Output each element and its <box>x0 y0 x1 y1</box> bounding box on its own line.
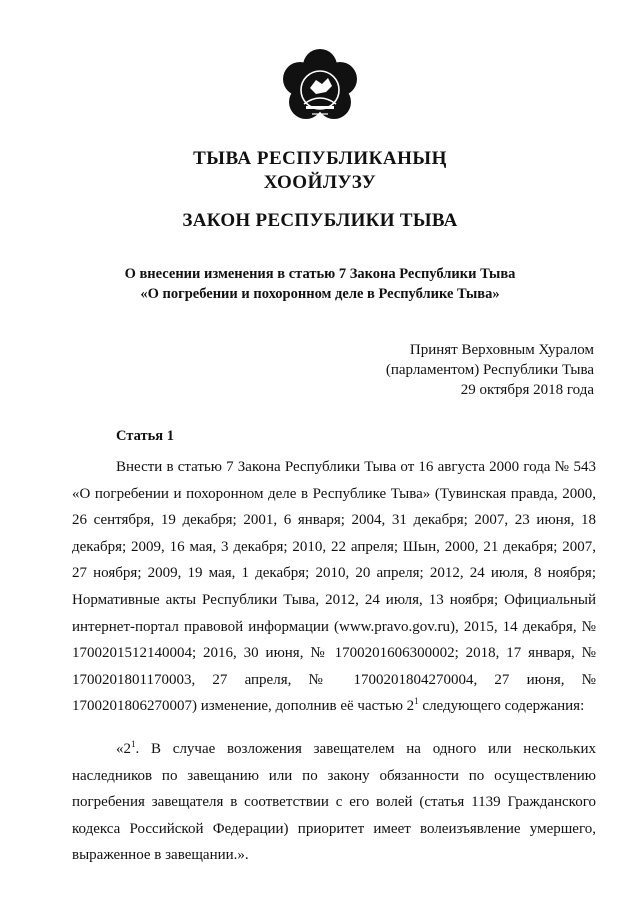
paragraph-2-text: . В случае возложения завещателем на одного или нескольких наследников по завещанию или по закону обязанности по осуществлению погребения завещателя в соответствии с его волей (статья 1139 Гражданского кодекса Российской Федерации) приоритет имеет волеизъявление умершего, выраженное в завещании.». <box>72 741 596 864</box>
paragraph-2-superscript: 1 <box>131 739 136 749</box>
article-title: Статья 1 <box>116 428 174 444</box>
tuvan-title-line2: ХООЙЛУЗУ <box>263 172 377 193</box>
adopted-line1: Принят Верховным Хуралом <box>409 342 594 358</box>
paragraph-1-text: Внести в статью 7 Закона Республики Тыва от 16 августа 2000 года № 543 «О погребении и похоронном деле в Республике Тыва» (Тувинская правда, 2000, 26 сентября, 19 декабря; 2001, 6 января; 2004, 31 декабря; 2007, 23 июня, 18 декабря; 2009, 16 мая, 3 декабря; 2010, 22 апреля; Шын, 2000, 21 декабря; 2007, 27 ноября; 2009, 19 мая, 1 декабря; 2010, 20 апреля; 2012, 24 июля, 8 ноября; Нормативные акты Республики Тыва, 2012, 24 июля, 13 ноября; Официальный интернет-портал правовой информации (www.pravo.gov.ru), 2015, 14 декабря, № 1700201512140004; 2016, 30 июня, № 1700201606300002; 2018, 17 января, № 1700201801170003, 27 апреля, № 1700201804270004, 27 июня, № 1700201806270007) изменение, дополнив её частью 2 <box>72 459 596 715</box>
adoption-block <box>386 340 594 400</box>
tuva-emblem-icon <box>276 44 364 132</box>
adopted-line2: (парламентом) Республики Тыва <box>385 362 594 378</box>
adopted-date: 29 октября 2018 года <box>460 382 594 398</box>
article-paragraph-1 <box>72 454 596 720</box>
article-paragraph-2 <box>72 736 596 869</box>
law-title: ЗАКОН РЕСПУБЛИКИ ТЫВА <box>182 210 458 231</box>
paragraph-1-superscript: 1 <box>414 696 419 707</box>
paragraph-2-text-start: «2 <box>116 741 131 757</box>
law-subtitle-line1: О внесении изменения в статью 7 Закона Республики Тыва <box>124 266 516 282</box>
paragraph-1-text-end: следующего содержания: <box>418 698 585 715</box>
tuvan-title-line1: ТЫВА РЕСПУБЛИКАНЫҢ <box>193 148 447 169</box>
law-subtitle-line2: «О погребении и похоронном деле в Республике Тыва» <box>140 286 500 302</box>
